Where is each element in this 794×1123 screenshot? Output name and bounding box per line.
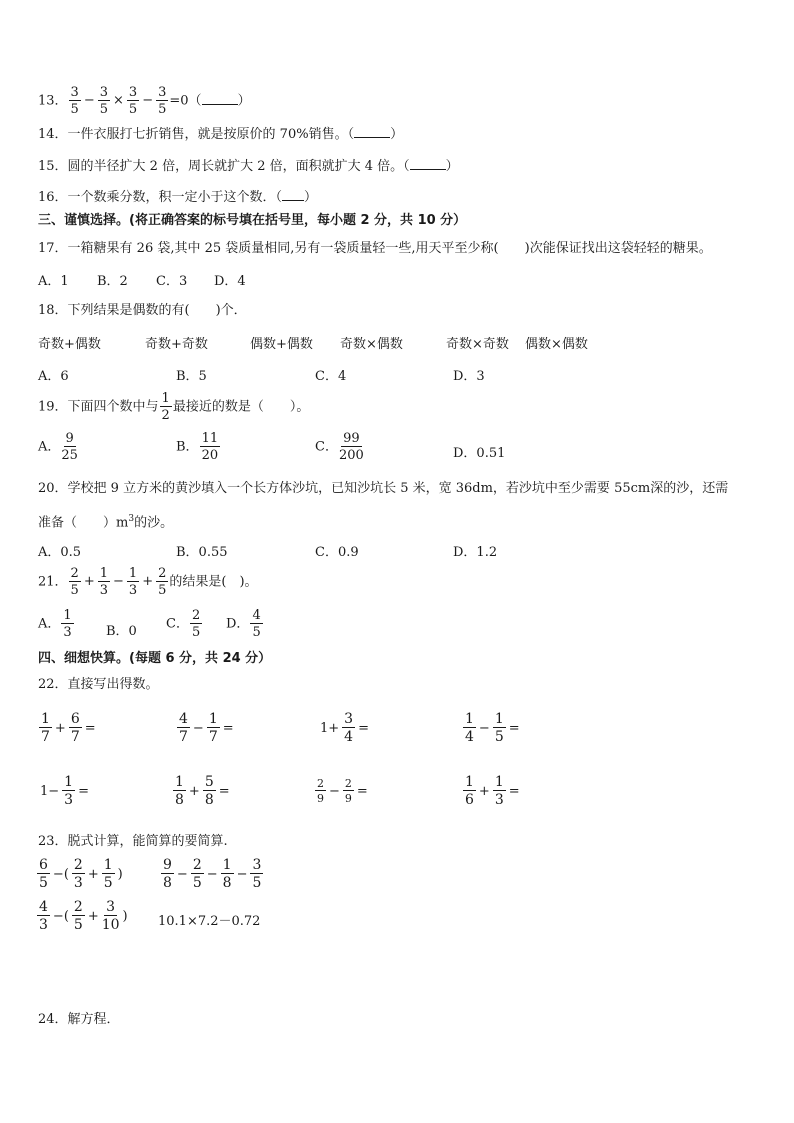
q21-option-c[interactable]: C． $\frac{2}{5}$ — [166, 608, 201, 640]
q18-option-a[interactable]: A．6 — [38, 369, 69, 384]
section-3-title: 三、谨慎选择。(将正确答案的标号填在括号里，每小题 2 分，共 10 分） — [38, 213, 467, 228]
fraction: $\frac{2}{5}$ — [191, 608, 201, 640]
q22-expr-4: $\frac{1}{4}$ − $\frac{1}{5}$ = — [465, 711, 520, 745]
question-21: 21． $\frac{2}{5}$ + $\frac{1}{3}$ − $\frac{1}{3}$ + $\frac{2}{5}$ 的结果是( )。 — [38, 566, 258, 598]
q22-expr-1: $\frac{1}{7}$ + $\frac{6}{7}$ = — [41, 711, 96, 745]
q23-calc-2: $\frac{9}{8}$ − $\frac{2}{5}$ − $\frac{1}{8}$ − $\frac{3}{5}$ — [163, 857, 262, 891]
q21-option-b[interactable]: B．0 — [106, 624, 137, 639]
q17-option-a[interactable]: A．1 — [38, 274, 69, 289]
question-19: 19．下面四个数中与 $\frac{1}{2}$ 最接近的数是（ ）。 — [38, 391, 310, 423]
fraction: $\frac{1}{7}$ — [208, 711, 218, 745]
q21-option-a[interactable]: A． $\frac{1}{3}$ — [38, 608, 72, 640]
q20-option-b[interactable]: B．0.55 — [176, 545, 228, 560]
q23-calc-3: $\frac{4}{3}$ −( $\frac{2}{5}$ + $\frac{3}{10}$ ) — [39, 899, 128, 933]
fraction: $\frac{3}{5}$ — [158, 85, 167, 117]
q17-option-b[interactable]: B．2 — [97, 274, 128, 289]
question-13: 13． $\frac{3}{5}$ − $\frac{3}{5}$ × $\frac{3}{5}$ − $\frac{3}{5}$ =0（ ） — [38, 85, 251, 117]
question-20-line-1: 20．学校把 9 立方米的黄沙填入一个长方体沙坑，已知沙坑长 5 米，宽 36dm，若沙坑中至少需要 55cm深的沙，还需 — [38, 481, 729, 496]
q19-option-a[interactable]: A． $\frac{9}{25}$ — [38, 431, 78, 463]
fraction: $\frac{2}{5}$ — [158, 566, 167, 598]
q19-option-d[interactable]: D．0.51 — [453, 446, 506, 461]
question-16: 16．一个数乘分数，积一定小于这个数．（ ） — [38, 190, 318, 205]
fraction: $\frac{3}{5}$ — [99, 85, 109, 117]
fraction: $\frac{4}{5}$ — [252, 608, 261, 640]
q18-item: 奇数×奇数 — [446, 337, 509, 352]
fraction: $\frac{1}{3}$ — [494, 774, 504, 808]
question-15: 15．圆的半径扩大 2 倍，周长就扩大 2 倍，面积就扩大 4 倍。（ ） — [38, 159, 459, 174]
q19-option-b[interactable]: B． $\frac{11}{20}$ — [176, 431, 219, 463]
q22-expr-6: $\frac{1}{8}$ + $\frac{5}{8}$ = — [175, 774, 230, 808]
question-23: 23．脱式计算，能简算的要简算. — [38, 834, 228, 849]
fraction: $\frac{1}{3}$ — [63, 608, 72, 640]
q18-option-b[interactable]: B．5 — [176, 369, 207, 384]
fraction: $\frac{4}{3}$ — [39, 899, 48, 933]
answer-blank[interactable] — [202, 92, 238, 105]
fraction: $\frac{3}{5}$ — [252, 857, 262, 891]
fraction: $\frac{5}{8}$ — [204, 774, 214, 808]
q17-option-c[interactable]: C．3 — [156, 274, 188, 289]
question-17: 17．一箱糖果有 26 袋,其中 25 袋质量相同,另有一袋质量轻一些,用天平至少称( )次能保证找出这袋轻轻的糖果。 — [38, 241, 712, 256]
fraction: $\frac{3}{10}$ — [101, 899, 120, 933]
fraction: $\frac{1}{5}$ — [494, 711, 504, 745]
fraction: $\frac{9}{8}$ — [163, 857, 172, 891]
fraction: $\frac{2}{3}$ — [73, 857, 83, 891]
fraction: $\frac{1}{8}$ — [222, 857, 232, 891]
q18-option-c[interactable]: C．4 — [315, 369, 347, 384]
fraction: $\frac{1}{2}$ — [161, 391, 170, 423]
fraction: $\frac{2}{5}$ — [192, 857, 202, 891]
fraction: $\frac{3}{4}$ — [344, 711, 354, 745]
fraction: $\frac{1}{8}$ — [175, 774, 184, 808]
section-4-title: 四、细想快算。(每题 6 分，共 24 分） — [38, 651, 272, 666]
fraction: $\frac{1}{3}$ — [64, 774, 74, 808]
q22-expr-7: $\frac{2}{9}$ − $\frac{2}{9}$ = — [317, 777, 368, 805]
question-18: 18．下列结果是偶数的有( )个． — [38, 303, 247, 318]
fraction: $\frac{1}{6}$ — [465, 774, 474, 808]
fraction: $\frac{1}{5}$ — [103, 857, 113, 891]
q19-option-c[interactable]: C． $\frac{99}{200}$ — [315, 431, 364, 463]
fraction: $\frac{6}{5}$ — [39, 857, 48, 891]
q22-expr-2: $\frac{4}{7}$ − $\frac{1}{7}$ = — [179, 711, 234, 745]
answer-blank[interactable] — [354, 125, 390, 138]
question-20-line-2: 准备（ ）$m^3$的沙。 — [38, 514, 174, 531]
fraction: $\frac{11}{20}$ — [201, 431, 219, 463]
fraction: $\frac{1}{3}$ — [99, 566, 109, 598]
q21-option-d[interactable]: D． $\frac{4}{5}$ — [226, 608, 261, 640]
q18-option-d[interactable]: D．3 — [453, 369, 485, 384]
fraction: $\frac{6}{7}$ — [70, 711, 80, 745]
q23-calc-4: 10.1×7.2－0.72 — [158, 914, 261, 929]
q22-expr-3: 1+ $\frac{3}{4}$ = — [320, 711, 369, 745]
q18-item: 奇数+奇数 — [145, 337, 208, 352]
fraction: $\frac{2}{5}$ — [70, 566, 79, 598]
fraction: $\frac{99}{200}$ — [338, 431, 364, 463]
fraction: $\frac{1}{4}$ — [465, 711, 474, 745]
fraction: $\frac{9}{25}$ — [61, 431, 78, 463]
fraction: $\frac{2}{9}$ — [317, 777, 324, 805]
fraction: $\frac{2}{9}$ — [344, 777, 352, 805]
q18-item: 奇数×偶数 — [340, 337, 403, 352]
answer-blank[interactable] — [410, 157, 446, 170]
fraction: $\frac{2}{5}$ — [73, 899, 83, 933]
question-22: 22．直接写出得数。 — [38, 677, 159, 692]
q18-item: 偶数×偶数 — [525, 337, 588, 352]
q20-option-c[interactable]: C．0.9 — [315, 545, 359, 560]
q22-expr-5: 1− $\frac{1}{3}$ = — [40, 774, 89, 808]
q20-option-a[interactable]: A．0.5 — [38, 545, 82, 560]
fraction: $\frac{3}{5}$ — [128, 85, 138, 117]
answer-blank[interactable] — [282, 188, 304, 201]
fraction: $\frac{1}{7}$ — [41, 711, 50, 745]
fraction: $\frac{4}{7}$ — [179, 711, 188, 745]
q18-item: 偶数+偶数 — [250, 337, 313, 352]
q18-item: 奇数+偶数 — [38, 337, 101, 352]
q20-option-d[interactable]: D．1.2 — [453, 545, 498, 560]
q22-expr-8: $\frac{1}{6}$ + $\frac{1}{3}$ = — [465, 774, 520, 808]
q17-option-d[interactable]: D．4 — [214, 274, 246, 289]
q23-calc-1: $\frac{6}{5}$ −( $\frac{2}{3}$ + $\frac{1}{5}$ ) — [39, 857, 123, 891]
question-24: 24．解方程． — [38, 1012, 120, 1027]
fraction: $\frac{3}{5}$ — [70, 85, 79, 117]
fraction: $\frac{1}{3}$ — [128, 566, 138, 598]
question-14: 14．一件衣服打七折销售，就是按原价的 70%销售。（ ） — [38, 127, 404, 142]
